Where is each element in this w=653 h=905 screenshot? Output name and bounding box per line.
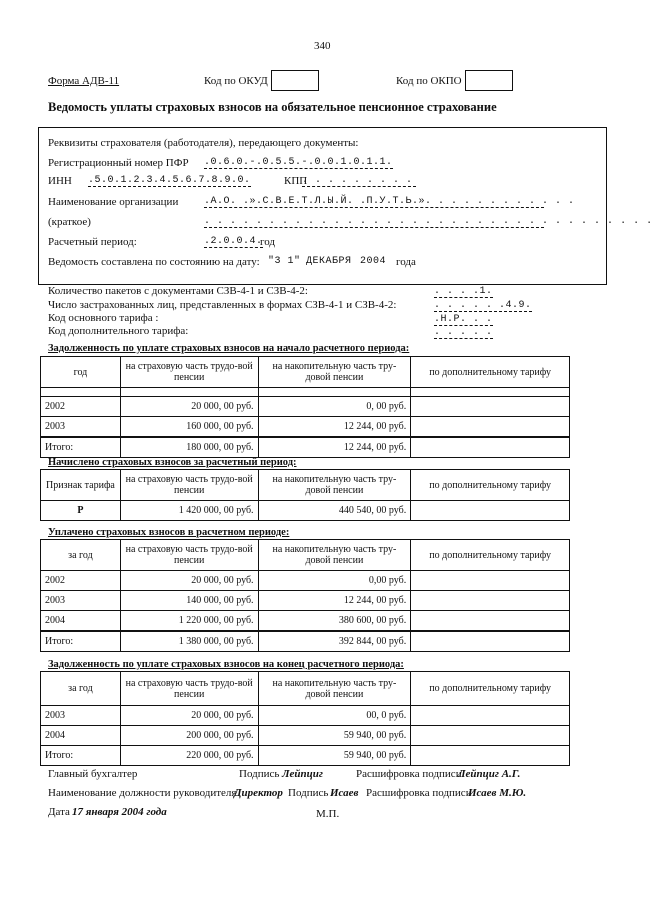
col-tariff-sign: Признак тарифа bbox=[41, 470, 121, 501]
cell-insurance: 160 000, 00 руб. bbox=[120, 417, 258, 438]
col-extra: по дополнительному тарифу bbox=[411, 470, 570, 501]
debt-end-table bbox=[40, 671, 570, 766]
table-row bbox=[41, 706, 570, 726]
org-label: Наименование организации bbox=[48, 196, 179, 208]
okpo-label: Код по ОКПО bbox=[396, 75, 462, 87]
cell-savings: 00, 0 руб. bbox=[258, 706, 411, 726]
date-month: ДЕКАБРЯ bbox=[306, 256, 352, 267]
cell-insurance: 20 000, 00 руб. bbox=[120, 571, 258, 591]
cell-savings: 59 940, 00 руб. bbox=[258, 726, 411, 746]
sign2-label: Подпись bbox=[288, 787, 329, 799]
col-extra: по дополнительному тарифу bbox=[411, 672, 570, 706]
sign1-value: Лейпциг bbox=[282, 768, 323, 780]
table-row bbox=[41, 417, 570, 438]
col-year: за год bbox=[41, 540, 121, 571]
cell-total-label: Итого: bbox=[41, 631, 121, 652]
sign1-label: Подпись bbox=[239, 768, 280, 780]
okud-field[interactable] bbox=[271, 70, 319, 91]
cell-year: 2004 bbox=[41, 611, 121, 632]
okud-label: Код по ОКУД bbox=[204, 75, 268, 87]
cell-insurance: 200 000, 00 руб. bbox=[120, 726, 258, 746]
total-row bbox=[41, 746, 570, 766]
col-insurance: на страховую часть трудо-вой пенсии bbox=[120, 470, 258, 501]
date-day: "3 1" bbox=[268, 256, 301, 267]
debt-end-title: Задолженность по уплате страховых взносов на конец расчетного периода: bbox=[48, 659, 404, 670]
cell-savings: 0,00 руб. bbox=[258, 571, 411, 591]
decode2-label: Расшифровка подписи bbox=[366, 787, 472, 799]
cell-total-extra bbox=[411, 437, 570, 458]
cell-total-extra bbox=[411, 631, 570, 652]
date-label: Ведомость составлена по состоянию на дату: bbox=[48, 256, 260, 268]
date-sign-label: Дата bbox=[48, 806, 70, 818]
cell-insurance: 1 420 000, 00 руб. bbox=[120, 501, 258, 521]
col-insurance: на страховую часть трудо-вой пенсии bbox=[120, 672, 258, 706]
form-name: Форма АДВ-11 bbox=[48, 75, 120, 87]
table-row bbox=[41, 397, 570, 417]
cell-extra bbox=[411, 571, 570, 591]
date-year: 2004 bbox=[360, 256, 387, 267]
cell-extra bbox=[411, 397, 570, 417]
table-row bbox=[41, 501, 570, 521]
base-tariff-value: .Н.Р. . . bbox=[434, 314, 493, 325]
accrued-table bbox=[40, 469, 570, 521]
cell-extra bbox=[411, 591, 570, 611]
table-header-row bbox=[41, 540, 570, 571]
date-sign-value: 17 января 2004 года bbox=[72, 806, 167, 818]
cell-insurance: 20 000, 00 руб. bbox=[120, 706, 258, 726]
cell-insurance: 1 220 000, 00 руб. bbox=[120, 611, 258, 632]
kpp-label: КПП bbox=[284, 175, 308, 187]
spacer-row bbox=[41, 388, 570, 397]
decode1-value: Лейпциг А.Г. bbox=[458, 768, 521, 780]
col-savings: на накопительную часть тру-довой пенсии bbox=[258, 540, 411, 571]
extra-tariff-value: . . . . . bbox=[434, 327, 493, 338]
sign2-value: Исаев bbox=[330, 787, 359, 799]
table-header-row bbox=[41, 470, 570, 501]
base-tariff-label: Код основного тарифа : bbox=[48, 312, 159, 324]
col-year: год bbox=[41, 357, 121, 388]
cell-total-insurance: 1 380 000, 00 руб. bbox=[120, 631, 258, 652]
table-row bbox=[41, 726, 570, 746]
cell-savings: 12 244, 00 руб. bbox=[258, 417, 411, 438]
col-savings: на накопительную часть тру-довой пенсии bbox=[258, 672, 411, 706]
cell-extra bbox=[411, 726, 570, 746]
period-suffix: год bbox=[260, 236, 276, 248]
decode1-label: Расшифровка подписи bbox=[356, 768, 462, 780]
kpp-value: . . . . . . . . . bbox=[302, 175, 416, 187]
decode2-value: Исаев М.Ю. bbox=[468, 787, 527, 799]
packets-label: Количество пакетов с документами СЗВ-4-1 и СЗВ-4-2: bbox=[48, 285, 308, 297]
cell-extra bbox=[411, 417, 570, 438]
inn-value: .5.0.1.2.3.4.5.6.7.8.9.0. bbox=[88, 175, 251, 186]
cell-total-savings: 392 844, 00 руб. bbox=[258, 631, 411, 652]
cell-total-savings: 12 244, 00 руб. bbox=[258, 437, 411, 458]
position-label: Наименование должности руководителя bbox=[48, 787, 237, 799]
cell-tariff-sign: Р bbox=[41, 501, 121, 521]
cell-total-extra bbox=[411, 746, 570, 766]
cell-insurance: 20 000, 00 руб. bbox=[120, 397, 258, 417]
okpo-field[interactable] bbox=[465, 70, 513, 91]
debt-start-title: Задолженность по уплате страховых взносов на начало расчетного периода: bbox=[48, 343, 410, 354]
cell-year: 2003 bbox=[41, 417, 121, 438]
cell-total-label: Итого: bbox=[41, 746, 121, 766]
org-value: .А.О. .».С.В.Е.Т.Л.Ы.Й. .П.У.Т.Ь.». . . . . . . . . . . . bbox=[204, 196, 575, 207]
date-suffix: года bbox=[396, 256, 416, 268]
col-extra: по дополнительному тарифу bbox=[411, 357, 570, 388]
cell-total-insurance: 180 000, 00 руб. bbox=[120, 437, 258, 458]
period-value: .2.0.0.4. bbox=[204, 236, 263, 247]
packets-value: . . . .1. bbox=[434, 286, 493, 297]
pfr-label: Регистрационный номер ПФР bbox=[48, 157, 189, 169]
cell-extra bbox=[411, 611, 570, 632]
pfr-value: .0.6.0.-.0.5.5.-.0.0.1.0.1.1. bbox=[204, 157, 393, 168]
cell-total-savings: 59 940, 00 руб. bbox=[258, 746, 411, 766]
cell-total-label: Итого: bbox=[41, 437, 121, 458]
table-header-row bbox=[41, 357, 570, 388]
cell-savings: 440 540, 00 руб. bbox=[258, 501, 411, 521]
col-savings: на накопительную часть тру-довой пенсии bbox=[258, 470, 411, 501]
period-label: Расчетный период: bbox=[48, 236, 137, 248]
col-insurance: на страховую часть трудо-вой пенсии bbox=[120, 357, 258, 388]
cell-year: 2003 bbox=[41, 706, 121, 726]
cell-year: 2004 bbox=[41, 726, 121, 746]
cell-year: 2003 bbox=[41, 591, 121, 611]
table-row bbox=[41, 571, 570, 591]
cell-savings: 380 600, 00 руб. bbox=[258, 611, 411, 632]
col-extra: по дополнительному тарифу bbox=[411, 540, 570, 571]
cell-year: 2002 bbox=[41, 571, 121, 591]
cell-savings: 12 244, 00 руб. bbox=[258, 591, 411, 611]
col-year: за год bbox=[41, 672, 121, 706]
col-savings: на накопительную часть тру-довой пенсии bbox=[258, 357, 411, 388]
total-row bbox=[41, 631, 570, 652]
cell-total-insurance: 220 000, 00 руб. bbox=[120, 746, 258, 766]
cell-insurance: 140 000, 00 руб. bbox=[120, 591, 258, 611]
debt-start-table bbox=[40, 356, 570, 458]
cell-year: 2002 bbox=[41, 397, 121, 417]
document-title: Ведомость уплаты страховых взносов на обязательное пенсионное страхование bbox=[48, 100, 497, 114]
cell-extra bbox=[411, 501, 570, 521]
short-name-value: . . . . . . . . . . . . . . . . . . . . . . . . . . . . . . . . . . . bbox=[204, 216, 653, 227]
insurer-header: Реквизиты страхователя (работодателя), передающего документы: bbox=[48, 137, 359, 149]
position-value: Директор bbox=[234, 787, 283, 799]
inn-label: ИНН bbox=[48, 175, 72, 187]
insured-value: . . . . . .4.9. bbox=[434, 300, 532, 311]
table-header-row bbox=[41, 672, 570, 706]
cell-savings: 0, 00 руб. bbox=[258, 397, 411, 417]
total-row bbox=[41, 437, 570, 458]
paid-table bbox=[40, 539, 570, 652]
paid-title: Уплачено страховых взносов в расчетном периоде: bbox=[48, 527, 290, 538]
chief-accountant-label: Главный бухгалтер bbox=[48, 768, 138, 780]
cell-extra bbox=[411, 706, 570, 726]
accrued-title: Начислено страховых взносов за расчетный период: bbox=[48, 457, 297, 468]
extra-tariff-label: Код дополнительного тарифа: bbox=[48, 325, 189, 337]
table-row bbox=[41, 611, 570, 632]
stamp-place: М.П. bbox=[316, 808, 340, 820]
insured-label: Число застрахованных лиц, представленных в формах СЗВ-4-1 и СЗВ-4-2: bbox=[48, 299, 397, 311]
col-insurance: на страховую часть трудо-вой пенсии bbox=[120, 540, 258, 571]
short-name-label: (краткое) bbox=[48, 216, 91, 228]
table-row bbox=[41, 591, 570, 611]
page-number: 340 bbox=[314, 40, 331, 52]
